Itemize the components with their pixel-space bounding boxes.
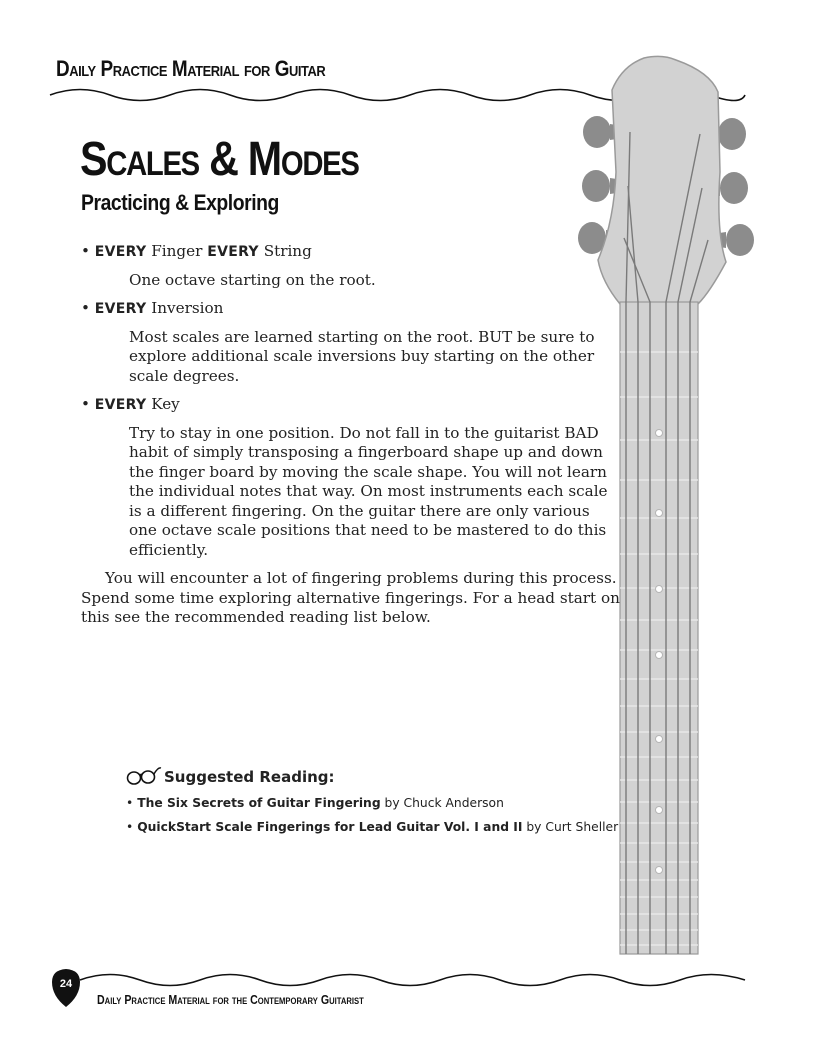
bullet-dot: • (81, 242, 90, 260)
bullet-every-key (81, 395, 621, 416)
bullet-dot: • (126, 796, 134, 810)
page-subtitle: Practicing & Exploring (81, 190, 279, 215)
suggested-reading (126, 764, 618, 834)
footer-wave-line (80, 975, 745, 986)
bullet-body: Try to stay in one position. Do not fall in to the guitarist BAD habit of simply transposing a fingerboard shape up and down the finger board by moving the scale shape. You will not learn the individual notes that way. On most instruments each scale is a different fingering. On the guitar there are only various one octave scale positions that need to be mastered to do this efficiently. (129, 423, 608, 559)
glasses-icon (126, 764, 162, 786)
running-header: Daily Practice Material for Guitar (56, 56, 326, 81)
page-number: 24 (59, 978, 73, 990)
bullet-text: Key (151, 395, 180, 413)
suggested-reading-heading (126, 764, 618, 786)
bullet-body: One octave starting on the root. (129, 270, 376, 289)
book-title: The Six Secrets of Guitar Fingering (137, 796, 381, 810)
bullet-every-inversion (81, 299, 621, 320)
bullet-body: Most scales are learned starting on the root. BUT be sure to explore additional scale inversions buy starting on the other scale degrees. (129, 327, 595, 385)
suggested-reading-label: Suggested Reading: (164, 768, 335, 786)
bullet-dot: • (81, 395, 90, 413)
bullet-keyword: EVERY (94, 397, 147, 413)
bullet-dot: • (126, 820, 134, 834)
bullet-every-finger (81, 242, 621, 263)
reading-item (126, 820, 618, 834)
bullet-keyword: EVERY (94, 301, 147, 317)
bullet-dot: • (81, 299, 90, 317)
book-title: QuickStart Scale Fingerings for Lead Guitar Vol. I and II (137, 820, 523, 834)
reading-item (126, 796, 618, 810)
bullet-text: Inversion (151, 299, 224, 317)
fretboard (620, 302, 698, 954)
bullet-keyword: EVERY (207, 244, 259, 260)
running-footer: Daily Practice Material for the Contemporary Guitarist (97, 993, 364, 1007)
page-title: Scales & Modes (80, 133, 359, 186)
main-content (81, 242, 621, 643)
page-number-badge (51, 968, 81, 1008)
bullet-text: String (263, 242, 312, 260)
bullet-keyword: EVERY (94, 244, 147, 260)
book-author: by Chuck Anderson (384, 796, 504, 810)
book-author: by Curt Sheller (526, 820, 619, 834)
bullet-text: Finger (151, 242, 203, 260)
closing-paragraph: You will encounter a lot of fingering problems during this process. Spend some time exploring alternative fingerings. For a head start on this see the recommended reading list below. (81, 569, 620, 626)
